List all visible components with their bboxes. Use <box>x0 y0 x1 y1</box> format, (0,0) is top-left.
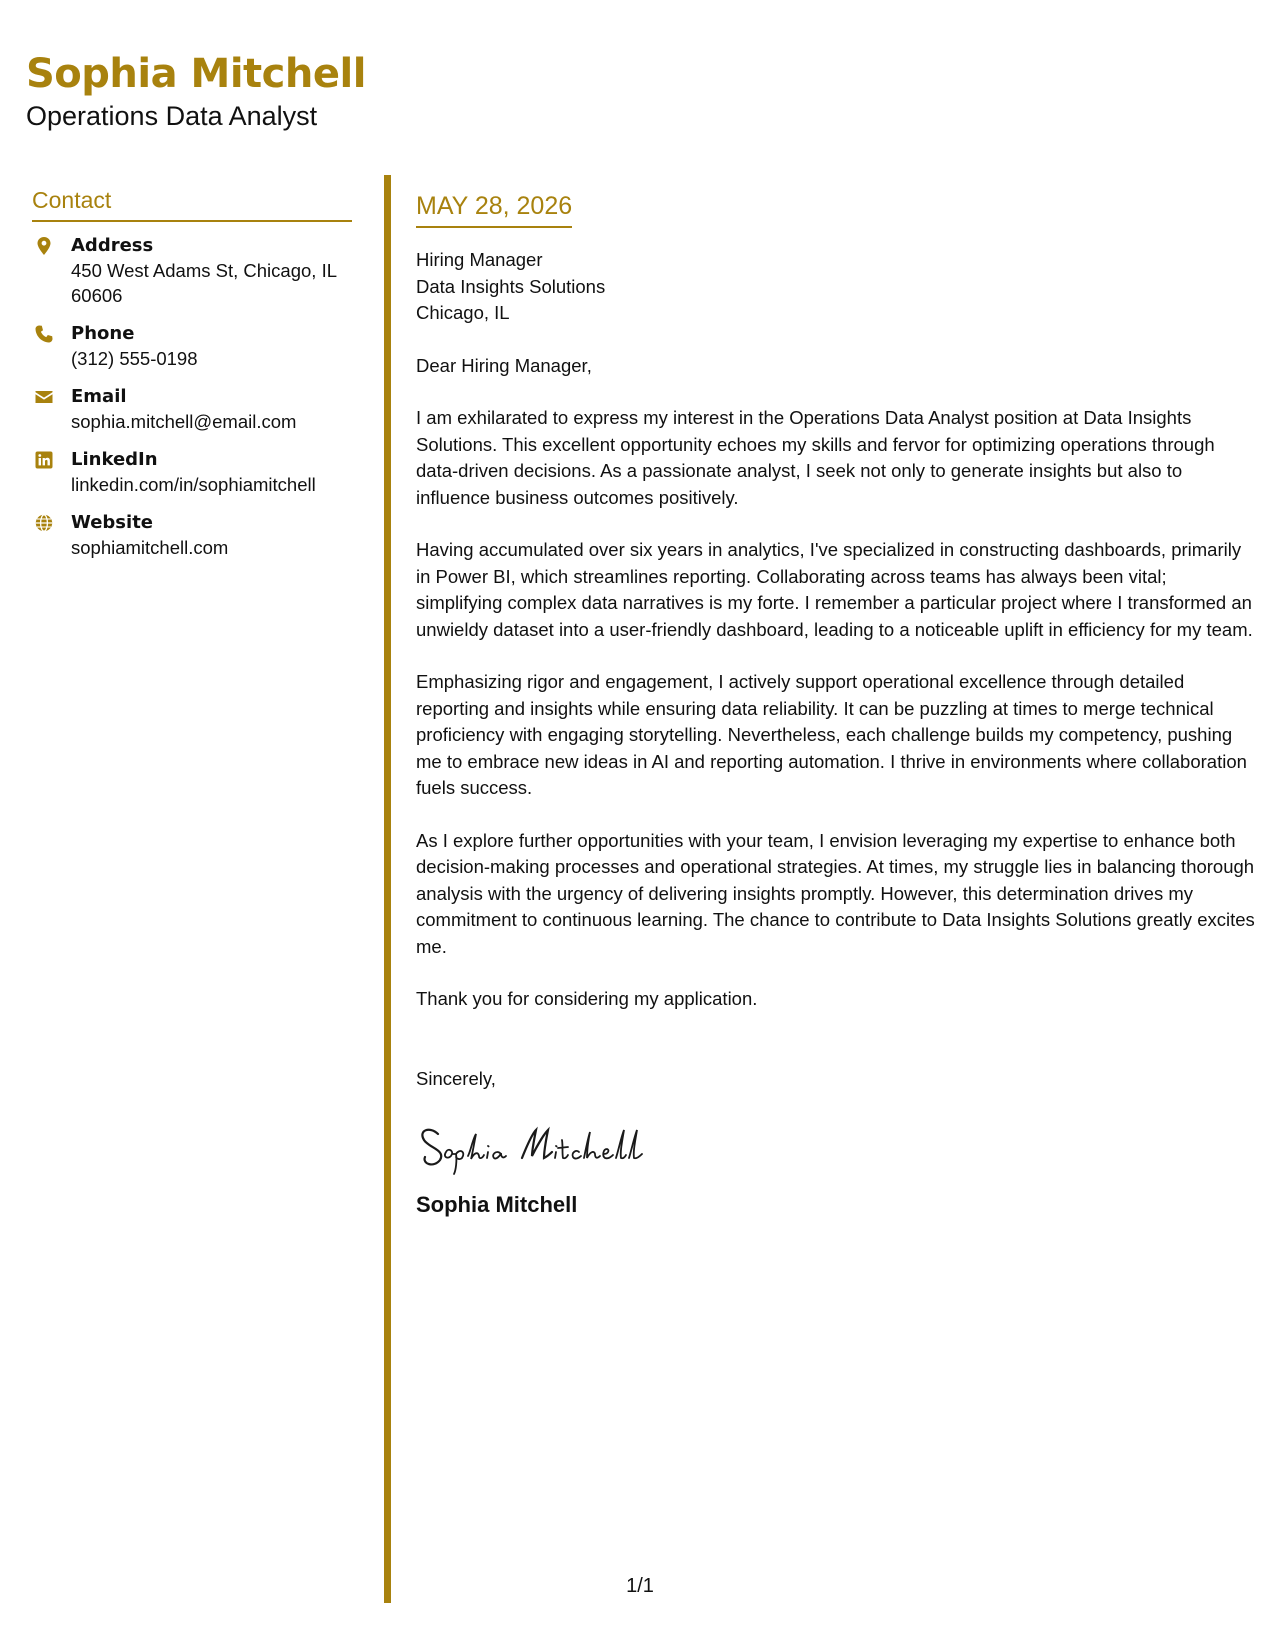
globe-icon <box>34 513 54 533</box>
recipient-line: Hiring Manager <box>416 249 543 270</box>
vertical-divider <box>384 175 391 1603</box>
date-block <box>416 190 572 228</box>
letter-date: MAY 28, 2026 <box>416 192 573 220</box>
linkedin-icon <box>34 450 54 470</box>
website-value: sophiamitchell.com <box>71 537 229 558</box>
phone-value: (312) 555-0198 <box>71 348 198 369</box>
body-paragraph: As I explore further opportunities with your team, I envision leveraging my expertise to enhance both decision-making processes and operational strategies. At times, my struggle lies in balancing thorough analysis with the urgency of delivering insights promptly. However, this determination drives my commitment to continuous learning. The chance to contribute to Data Insights Solutions greatly excites me. <box>416 829 1255 957</box>
linkedin-value: linkedin.com/in/sophiamitchell <box>71 474 316 495</box>
closing-line: Thank you for considering my application. <box>416 988 758 1009</box>
envelope-icon <box>34 387 54 407</box>
contact-sidebar <box>32 187 352 574</box>
body-paragraph: I am exhilarated to express my interest in the Operations Data Analyst position at Data Insights Solutions. This excellent opportunity echoes my skills and fervor for optimizing operations through data-driven decisions. As a passionate analyst, I seek not only to generate insights but also to influence business outcomes positively. <box>416 407 1215 508</box>
letter-body <box>416 190 1256 1218</box>
address-label: Address <box>71 235 154 256</box>
applicant-name: Sophia Mitchell <box>26 51 366 97</box>
body-paragraph: Having accumulated over six years in analytics, I've specialized in constructing dashboards, primarily in Power BI, which streamlines reporting. Collaborating across teams has always been vital; simplifying complex data narratives is my forte. I remember a particular project where I transformed an unwieldy dataset into a user-friendly dashboard, leading to a noticeable uplift in efficiency for my team. <box>416 539 1253 640</box>
recipient-line: Chicago, IL <box>416 302 510 323</box>
signed-name: Sophia Mitchell <box>416 1192 578 1217</box>
salutation: Dear Hiring Manager, <box>416 354 592 376</box>
letter-header <box>26 50 366 132</box>
contact-item-phone <box>32 322 352 371</box>
page-number: 1/1 <box>626 1575 654 1597</box>
contact-item-website <box>32 511 352 560</box>
website-label: Website <box>71 512 154 533</box>
map-pin-icon <box>34 236 54 256</box>
recipient-block <box>416 247 1256 327</box>
phone-label: Phone <box>71 323 135 344</box>
body-paragraph: Emphasizing rigor and engagement, I actively support operational excellence through detailed reporting and insights while ensuring data reliability. It can be puzzling at times to merge technical proficiency with engaging storytelling. Nevertheless, each challenge builds my competency, pushing me to embrace new ideas in AI and reporting automation. I thrive in environments where collaboration fuels success. <box>416 671 1247 798</box>
email-value: sophia.mitchell@email.com <box>71 411 297 432</box>
linkedin-label: LinkedIn <box>71 449 158 470</box>
email-label: Email <box>71 386 127 407</box>
contact-item-linkedin <box>32 448 352 497</box>
phone-icon <box>34 324 54 344</box>
applicant-job-title: Operations Data Analyst <box>26 101 318 131</box>
recipient-line: Data Insights Solutions <box>416 275 606 297</box>
contact-heading: Contact <box>32 187 352 222</box>
valediction: Sincerely, <box>416 1067 496 1089</box>
address-value: 450 West Adams St, Chicago, IL 60606 <box>71 260 337 306</box>
contact-item-address <box>32 234 352 308</box>
handwritten-signature <box>416 1112 676 1182</box>
contact-item-email <box>32 385 352 434</box>
